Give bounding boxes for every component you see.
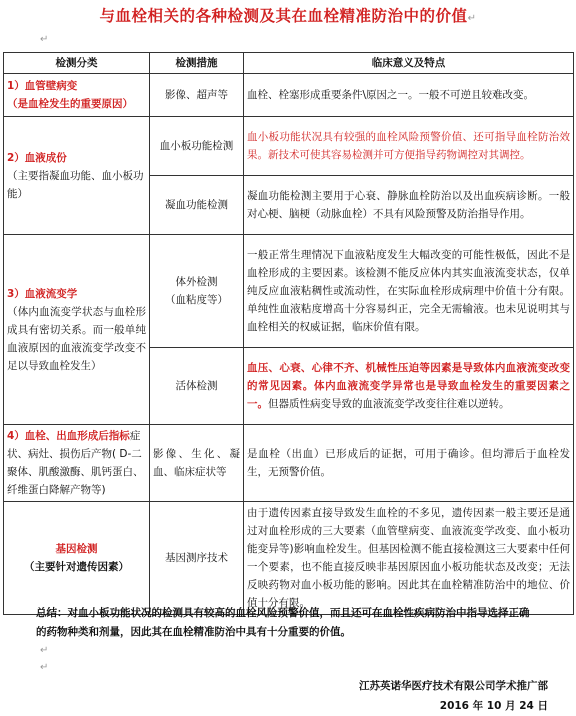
category-cell [4, 425, 150, 502]
method-label: 体外检测 [175, 276, 218, 288]
method-cell: 血小板功能检测 [150, 117, 244, 176]
category-cell [4, 235, 150, 425]
table-row [4, 235, 574, 348]
meaning-cell: 由于遗传因素直接导致发生血栓的不多见，遗传因素一般主要还是通过对血栓形成的三大要素（血管壁病变、血液流变学改变、血小板功能变异等)影响血栓发生。但基因检测不能直接检测这三大要素中任何一个要素，也不能直接反映非基因原因血小板功能状态及改变；无法反映药物对血小板功能的影响。因此其在血栓精准防治中的地位、价值十分有限。 [244, 502, 574, 615]
method-note: （血粘度等） [165, 294, 228, 306]
method-cell [150, 235, 244, 348]
paragraph-mark: ↵ [40, 662, 49, 673]
category-label: 基因检测 [55, 543, 98, 555]
meaning-cell: 凝血功能检测主要用于心衰、静脉血栓防治以及出血疾病诊断。一般对心梗、脑梗（动脉血栓）不具有风险预警及防治指导作用。 [244, 176, 574, 235]
category-cell [4, 502, 150, 615]
table-row [4, 117, 574, 176]
method-cell: 活体检测 [150, 348, 244, 425]
meaning-tail: 但器质性病变导致的血液流变学改变往往难以逆转。 [268, 398, 510, 410]
header-method: 检测措施 [150, 53, 244, 74]
category-label: 3）血液流变学 [7, 287, 78, 300]
meaning-cell [244, 348, 574, 425]
table-header-row [4, 53, 574, 74]
category-label: 1）血管壁病变 [7, 80, 78, 92]
test-comparison-table [3, 52, 574, 615]
category-note: 症状、病灶、损伤后产物( D-二聚体、肌酸激酶、肌钙蛋白、纤维蛋白降解产物等) [7, 430, 144, 496]
signature-block [359, 676, 548, 716]
category-label: 2）血液成份 [7, 151, 67, 164]
category-label: 4）血栓、出血形成后指标 [7, 430, 130, 442]
page-title: 与血栓相关的各种检测及其在血栓精准防治中的价值↵ [99, 7, 477, 25]
method-cell: 基因测序技术 [150, 502, 244, 615]
category-note: （主要指凝血功能、血小板功能） [7, 169, 144, 200]
paragraph-mark: ↵ [40, 34, 49, 45]
document-date: 2016 年 10 月 24 日 [439, 700, 548, 712]
paragraph-mark: ↵ [40, 645, 49, 656]
method-cell: 影像、生化、凝血、临床症状等 [150, 425, 244, 502]
meaning-cell: 血小板功能状况具有较强的血栓风险预警价值、还可指导血栓防治效果。新技术可使其容易检测并可方便指导药物调控对其调控。 [244, 117, 574, 176]
category-note: （主要针对遗传因素） [24, 561, 129, 573]
header-meaning: 临床意义及特点 [244, 53, 574, 74]
method-cell: 影像、超声等 [150, 74, 244, 117]
table-row [4, 502, 574, 615]
meaning-cell: 血栓、栓塞形成重要条件\原因之一。一般不可逆且较难改变。 [244, 74, 574, 117]
header-category: 检测分类 [4, 53, 150, 74]
table-row [4, 425, 574, 502]
meaning-cell: 一般正常生理情况下血液粘度发生大幅改变的可能性极低，因此不是血栓形成的主要因素。该检测不能反应体内其实血液流变状态，仅单纯反应血液粘稠性或流动性，在实际血栓形成病理中价值十分有限。单纯性血液粘度增高十分容易纠正，完全无需输液。也未见说明其与血栓相关的权威证据，临床价值有限。 [244, 235, 574, 348]
meaning-cell: 是血栓（出血）已形成后的证据，可用于确诊。但均滞后于血栓发生，无预警价值。 [244, 425, 574, 502]
category-cell [4, 74, 150, 117]
table-row [4, 74, 574, 117]
category-note: （是血栓发生的重要原因） [7, 98, 133, 110]
meaning-highlight: 血压、心衰、心律不齐、机械性压迫等因素是导致体内血液流变改变的常见因素。体内血液流变学异常也是导致血栓发生的重要因素之一。 [247, 362, 570, 410]
summary-text: 总结：对血小板功能状况的检测具有较高的血栓风险预警价值，而且还可在血栓性疾病防治中指导选择正确的药物种类和剂量，因此其在血栓精准防治中具有十分重要的价值。 [36, 607, 530, 638]
method-cell: 凝血功能检测 [150, 176, 244, 235]
category-cell [4, 117, 150, 235]
organization-name: 江苏英诺华医疗技术有限公司学术推广部 [359, 680, 548, 692]
category-note: （体内血流变学状态与血栓形成具有密切关系。而一般单纯血液原因的血液流变学改变不足以导致血栓发生） [7, 305, 146, 372]
